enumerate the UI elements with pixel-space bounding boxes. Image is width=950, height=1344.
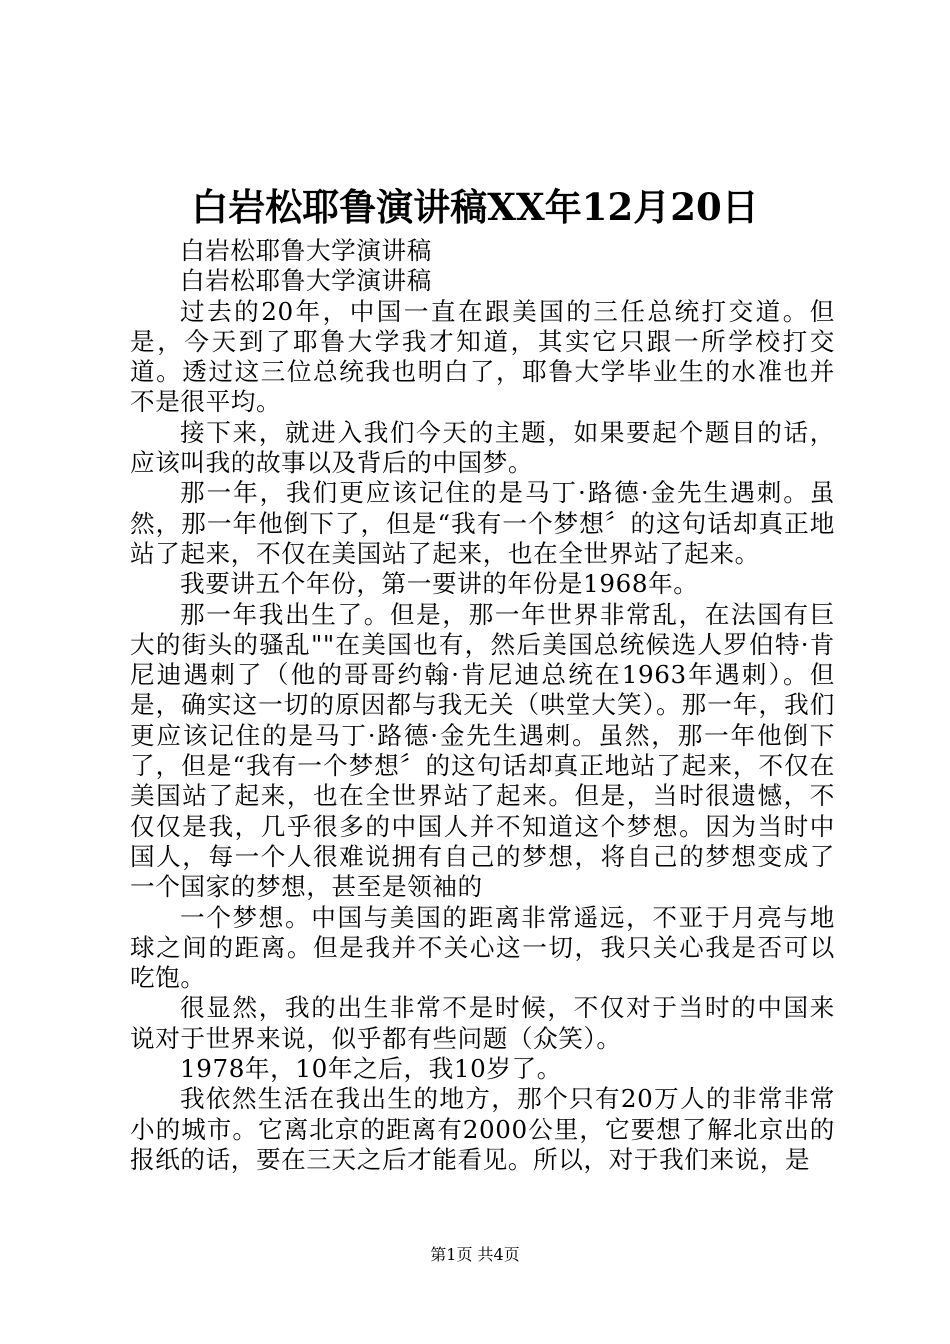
paragraph: 一个梦想。中国与美国的距离非常遥远，不亚于月亮与地球之间的距离。但是我并不关心这一切，我只关心我是否可以吃饱。 [130,902,835,993]
paragraph: 那一年，我们更应该记住的是马丁·路德·金先生遇刺。虽然，那一年他倒下了，但是“我有一个梦想〞的这句话却真正地站了起来，不仅在美国站了起来，也在全世界站了起来。 [130,478,835,568]
paragraph: 很显然，我的出生非常不是时候，不仅对于当时的中国来说对于世界来说，似乎都有些问题（众笑）。 [130,993,835,1053]
document-title: 白岩松耶鲁演讲稿XX年12月20日 [191,185,759,229]
paragraph: 1978年，10年之后，我10岁了。 [180,1054,562,1084]
paragraph: 我要讲五个年份，第一要讲的年份是1968年。 [180,569,699,599]
paragraph: 接下来，就进入我们今天的主题，如果要起个题目的话，应该叫我的故事以及背后的中国梦。 [130,417,835,478]
document-body [130,236,835,1175]
page-footer: 第1页 共4页 [430,1245,520,1264]
paragraph: 过去的20年，中国一直在跟美国的三任总统打交道。但是，今天到了耶鲁大学我才知道，其实它只跟一所学校打交道。透过这三位总统我也明白了，耶鲁大学毕业生的水准也并不是很平均。 [130,296,835,417]
paragraph: 那一年我出生了。但是，那一年世界非常乱，在法国有巨大的街头的骚乱""在美国也有，然后美国总统候选人罗伯特·肯尼迪遇刺了（他的哥哥约翰·肯尼迪总统在1963年遇刺）。但是，确实这一切的原因都与我无关（哄堂大笑）。那一年，我们更应该记住的是马丁·路德·金先生遇刺。虽然，那一年他倒下了，但是“我有一个梦想〞的这句话却真正地站了起来，不仅在美国站了起来，也在全世界站了起来。但是，当时很遗憾，不仅仅是我，几乎很多的中国人并不知道这个梦想。因为当时中国人，每一个人很难说拥有自己的梦想，将自己的梦想变成了一个国家的梦想，甚至是领袖的 [130,599,835,902]
paragraph: 白岩松耶鲁大学演讲稿 [180,266,432,296]
paragraph: 白岩松耶鲁大学演讲稿 [180,236,432,265]
paragraph: 我依然生活在我出生的地方，那个只有20万人的非常非常小的城市。它离北京的距离有2000公里，它要想了解北京出的报纸的话，要在三天之后才能看见。所以，对于我们来说，是 [130,1084,835,1174]
